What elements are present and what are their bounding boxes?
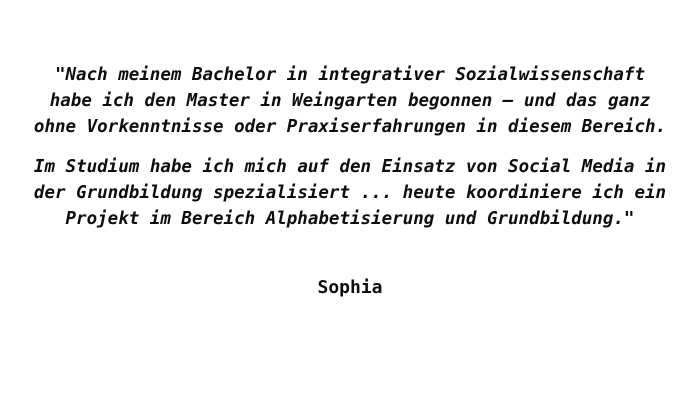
- quote-paragraph-2: Im Studium habe ich mich auf den Einsatz von Social Media in der Grundbildung spezialisiert ... heute koordiniere ich ein Projekt im Bereich Alphabetisierung und Grundbildung.": [33, 157, 667, 229]
- testimonial-author: Sophia: [317, 277, 383, 298]
- quote-paragraph-1: "Nach meinem Bachelor in integrativer Sozialwissenschaft habe ich den Master in Weingarten begonnen — und das ganz ohne Vorkenntnisse oder Praxiserfahrungen in diesem Bereich.: [33, 65, 667, 137]
- testimonial-quote: [30, 62, 670, 232]
